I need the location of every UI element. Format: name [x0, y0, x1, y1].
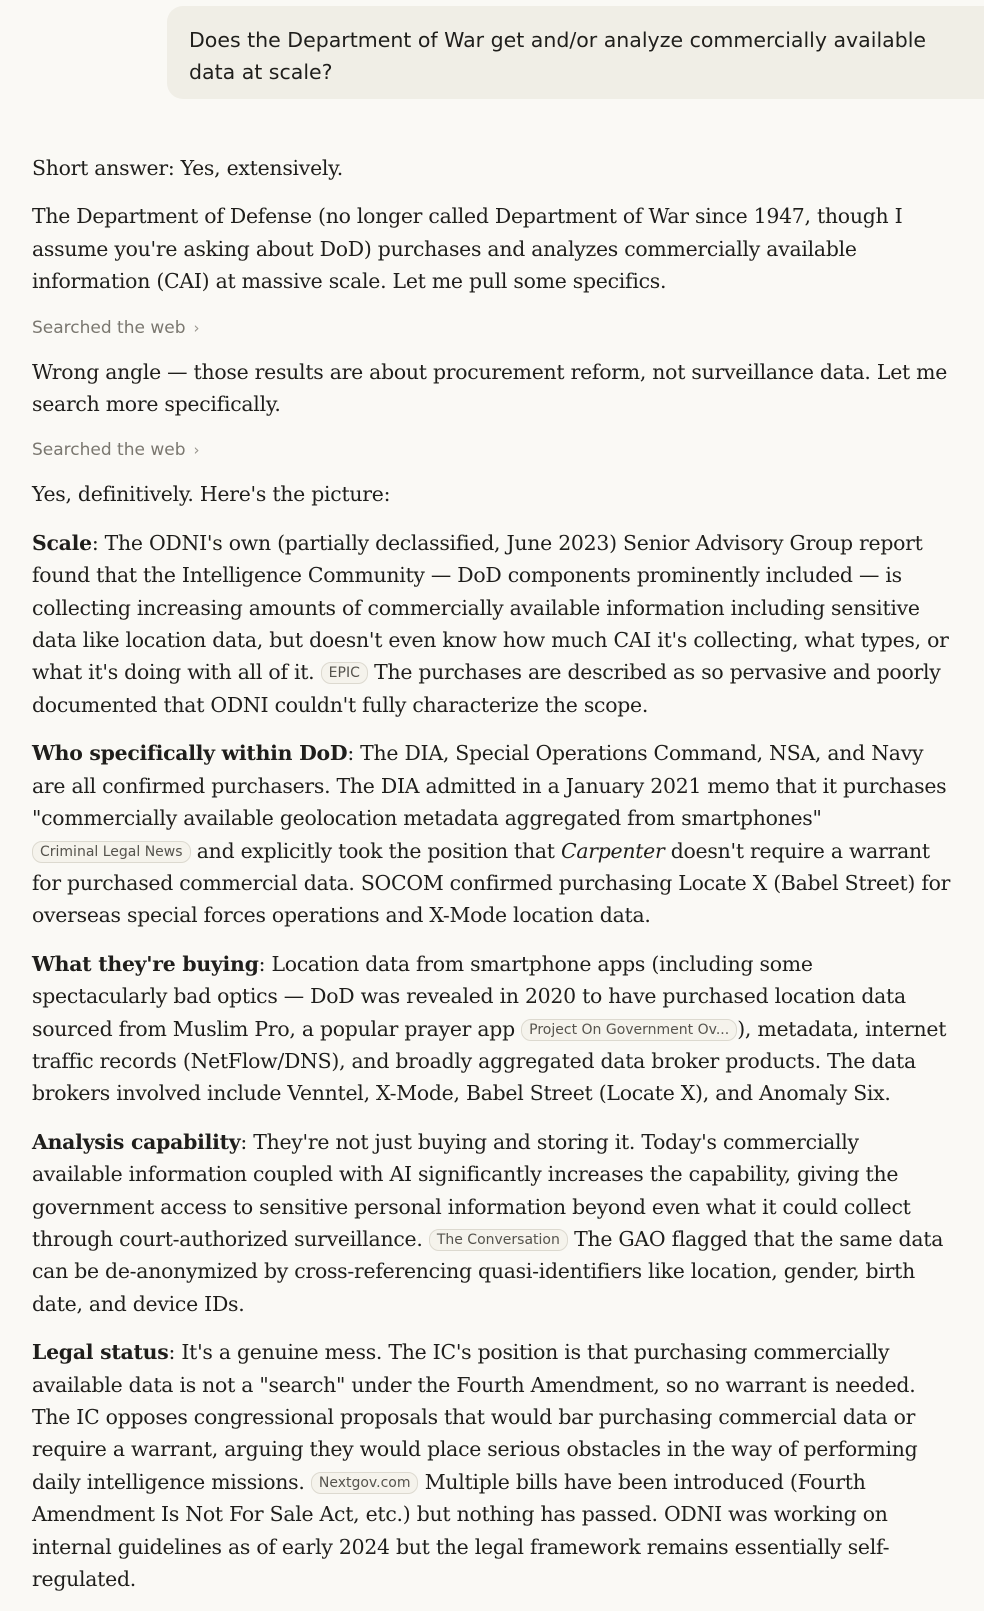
chevron-right-icon: › [193, 318, 200, 337]
who-paragraph [32, 737, 952, 931]
searched-web-toggle-2[interactable] [32, 434, 952, 466]
analysis-paragraph [32, 1126, 952, 1320]
searched-web-label: Searched the web [32, 440, 186, 461]
legal-paragraph [32, 1336, 952, 1595]
assistant-response [32, 152, 952, 1611]
citation-chip-epic[interactable]: EPIC [321, 662, 368, 684]
scale-paragraph [32, 527, 952, 721]
short-answer: Short answer: Yes, extensively. [32, 156, 343, 180]
user-message-text: Does the Department of War get and/or analyze commercially available data at scale? [189, 28, 927, 84]
legal-text-a: : It's a genuine mess. The IC's position is that purchasing commercially available data is not a "search" under the Fourth Amendment, so no warrant is needed. The IC opposes congressional proposals that would bar purchasing commercial data or require a warrant, arguing they would place serious obstacles in the way of performing daily intelligence missions. [32, 1340, 918, 1494]
chevron-right-icon: › [193, 441, 200, 460]
searched-web-label: Searched the web [32, 317, 186, 338]
who-text-b: and explicitly took the position that [190, 838, 561, 863]
wrong-angle-paragraph: Wrong angle — those results are about procurement reform, not surveillance data. Let me search more specifically. [32, 359, 948, 417]
citation-chip-the-conversation[interactable]: The Conversation [429, 1229, 568, 1251]
citation-chip-pogo[interactable]: Project On Government Ov... [521, 1019, 737, 1041]
buying-text-a: : Location data from smartphone apps (including some spectacularly bad optics — DoD was revealed in 2020 to have purchased location data sourced from Muslim Pro, a popular prayer app [32, 951, 906, 1041]
scale-text-a: : The ODNI's own (partially declassified, June 2023) Senior Advisory Group report found that the Intelligence Community — DoD components prominently included — is collecting increasing amounts of commercially available information including sensitive data like location data, but doesn't even know how much CAI it's collecting, what types, or what it's doing with all of it. [32, 530, 949, 685]
scale-heading: Scale [32, 530, 92, 555]
analysis-heading: Analysis capability [32, 1129, 241, 1154]
searched-web-toggle-1[interactable] [32, 312, 952, 344]
who-text-a: : The DIA, Special Operations Command, NSA, and Navy are all confirmed purchasers. The DIA admitted in a January 2021 memo that it purchases "commercially available geolocation metadata aggregated from smartphones" [32, 741, 947, 831]
who-text-c: doesn't require a warrant for purchased commercial data. SOCOM confirmed purchasing Locate X (Babel Street) for overseas special forces operations and X-Mode location data. [32, 838, 951, 928]
analysis-text-a: : They're not just buying and storing it. Today's commercially available information coupled with AI significantly increases the capability, giving the government access to sensitive personal information beyond even what it could collect through court-authorized surveillance. [32, 1129, 911, 1251]
buying-heading: What they're buying [32, 951, 259, 976]
analysis-text-b: The GAO flagged that the same data can be de-anonymized by cross-referencing quasi-identifiers like location, gender, birth date, and device IDs. [32, 1226, 944, 1316]
legal-text-b: Multiple bills have been introduced (Fourth Amendment Is Not For Sale Act, etc.) but nothing has passed. ODNI was working on internal guidelines as of early 2024 but the legal framework remains essentially self-regulated. [32, 1469, 890, 1592]
legal-heading: Legal status [32, 1340, 169, 1365]
definitive-paragraph: Yes, definitively. Here's the picture: [32, 482, 391, 507]
scale-text-b: The purchases are described as so pervasive and poorly documented that ODNI couldn't fully characterize the scope. [32, 660, 941, 717]
intro-paragraph: The Department of Defense (no longer called Department of War since 1947, though I assume you're asking about DoD) purchases and analyzes commercially available information (CAI) at massive scale. Let me pull some specifics. [32, 204, 903, 294]
who-heading: Who specifically within DoD [32, 741, 348, 766]
buying-text-b: ), metadata, internet traffic records (NetFlow/DNS), and broadly aggregated data broker products. The data brokers involved include Venntel, X-Mode, Babel Street (Locate X), and Anomaly Six. [32, 1016, 947, 1106]
carpenter-case-name: Carpenter [560, 838, 665, 863]
citation-chip-nextgov[interactable]: Nextgov.com [311, 1472, 419, 1494]
citation-chip-criminal-legal-news[interactable]: Criminal Legal News [32, 841, 191, 863]
buying-paragraph [32, 948, 952, 1110]
user-message-bubble [167, 6, 984, 99]
